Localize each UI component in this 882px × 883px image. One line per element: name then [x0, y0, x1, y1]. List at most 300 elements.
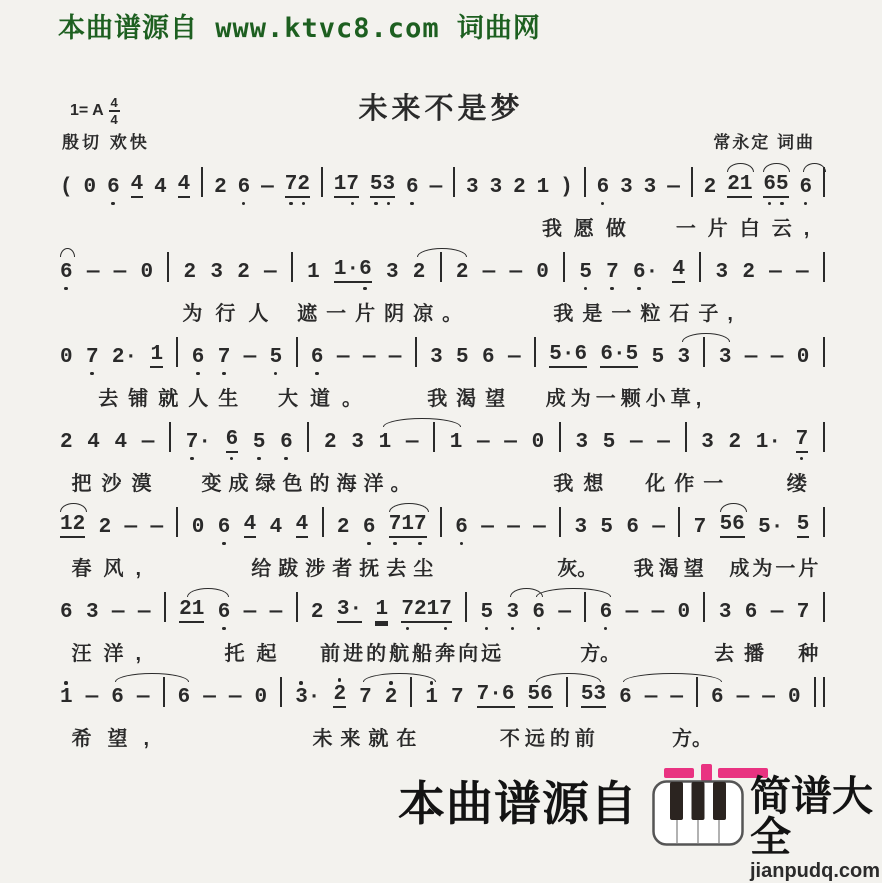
note-glyph: 3	[718, 601, 732, 624]
barline	[703, 592, 705, 622]
rest-note	[140, 262, 153, 283]
octave-dot-below	[363, 287, 367, 291]
note	[797, 514, 810, 538]
barline	[176, 507, 178, 537]
notes-row	[60, 163, 825, 207]
note	[490, 177, 503, 198]
lyric-segment: 去铺就人生	[98, 388, 249, 410]
note-glyph: 6	[311, 347, 324, 368]
note-glyph: 4	[295, 513, 309, 536]
note-glyph: 6	[111, 686, 124, 709]
note	[579, 262, 592, 283]
lyric-segment: 春风,	[71, 558, 154, 580]
tie-slur-arc	[763, 163, 790, 172]
note-glyph: 5	[600, 516, 614, 539]
note	[742, 262, 755, 283]
note	[184, 262, 197, 283]
note	[270, 517, 283, 538]
note-glyph: 6	[192, 347, 205, 368]
note-glyph: —	[141, 431, 155, 454]
note-glyph: —	[651, 601, 665, 624]
note-glyph: —	[507, 346, 521, 369]
note-glyph: 6	[455, 517, 468, 538]
note-glyph: 5	[776, 174, 789, 195]
barline	[584, 592, 586, 622]
note	[186, 432, 211, 453]
barline	[433, 422, 435, 452]
note	[633, 262, 658, 283]
note-glyph: 2	[727, 173, 740, 196]
note	[672, 259, 685, 283]
note	[606, 262, 619, 283]
note	[799, 177, 812, 198]
note	[86, 347, 99, 368]
octave-dot-below	[768, 202, 772, 206]
dash-note	[389, 347, 402, 368]
dash-note	[142, 432, 155, 453]
note-glyph: 7	[86, 347, 99, 368]
barline	[415, 337, 417, 367]
note	[797, 602, 810, 623]
lyric-segment: 遮一片阴凉。	[297, 303, 472, 325]
note	[99, 517, 112, 538]
note-glyph: —	[625, 601, 639, 624]
dash-note	[630, 432, 643, 453]
octave-dot-below	[230, 457, 234, 461]
lyric-segment: 我愿做	[541, 218, 638, 240]
note	[334, 259, 372, 283]
note-glyph: —	[762, 686, 775, 709]
note-glyph: —	[509, 261, 523, 284]
note-glyph: 6	[481, 346, 495, 369]
barline	[440, 507, 442, 537]
barline	[440, 252, 442, 282]
rest-note	[797, 347, 810, 368]
note-glyph: 5	[719, 513, 733, 536]
note	[112, 347, 137, 368]
lyric-segment: 大道。	[278, 388, 375, 410]
note	[244, 514, 257, 538]
octave-dot-above	[338, 678, 342, 682]
lyrics-row	[60, 552, 825, 578]
note	[626, 517, 639, 538]
note-glyph: 7	[346, 174, 359, 195]
note-glyph: —	[429, 176, 443, 199]
dash-note	[645, 687, 658, 708]
dash-note	[203, 687, 216, 708]
note-glyph: ·	[768, 431, 781, 454]
dash-note	[507, 517, 520, 538]
note-glyph: 7	[476, 683, 490, 706]
note-glyph: 6	[359, 259, 372, 280]
note	[86, 602, 99, 623]
note-glyph: 7	[401, 599, 414, 620]
note-glyph: 0	[140, 261, 154, 284]
note-glyph: —	[744, 346, 758, 369]
note-glyph: —	[137, 601, 151, 624]
source-banner: 本曲谱源自 www.ktvc8.com 词曲网	[58, 13, 541, 44]
note-glyph: 1	[426, 598, 440, 621]
note-glyph: —	[228, 686, 242, 709]
note-glyph: 2	[179, 598, 192, 621]
dash-note	[796, 262, 809, 283]
note-glyph: 3	[643, 176, 657, 199]
note-glyph: 6	[60, 601, 73, 624]
note-glyph: 4	[130, 173, 144, 196]
barline	[699, 252, 701, 282]
note-glyph: —	[736, 686, 750, 709]
note-glyph: 3	[489, 176, 503, 199]
note-glyph: 2	[336, 516, 350, 539]
note	[60, 514, 85, 538]
note	[386, 262, 399, 283]
note-glyph: 5	[549, 343, 562, 366]
note	[337, 517, 350, 538]
note-glyph: 6	[280, 432, 293, 453]
note-glyph: 2	[455, 261, 469, 284]
rest-note	[532, 432, 545, 453]
lyric-segment: 我渴望	[427, 388, 515, 410]
note	[60, 687, 73, 708]
note-glyph: 2	[333, 684, 346, 705]
note-glyph: 3	[574, 516, 588, 539]
lyrics-row	[60, 467, 825, 493]
song-title: 未来不是梦	[358, 93, 524, 125]
lyric-segment: 灰。	[557, 558, 598, 580]
note	[178, 174, 191, 198]
note-glyph: 6	[218, 517, 231, 538]
note	[406, 177, 419, 198]
tie-slur-arc	[623, 673, 722, 682]
octave-dot-below	[418, 542, 422, 546]
note	[425, 687, 438, 708]
note	[715, 262, 728, 283]
barline	[696, 677, 698, 707]
note-glyph: )	[560, 176, 573, 199]
dash-note	[363, 347, 376, 368]
piano-icon	[652, 780, 744, 851]
note	[603, 432, 616, 453]
note-glyph: 1	[739, 173, 753, 196]
note-glyph: —	[124, 516, 138, 539]
note-glyph: 2	[98, 516, 112, 539]
note-glyph: 5	[579, 262, 592, 283]
note-glyph: 5	[270, 347, 283, 368]
note	[280, 432, 293, 453]
dash-note	[137, 687, 150, 708]
dash-note	[652, 517, 665, 538]
barline	[291, 252, 293, 282]
dash-note	[508, 347, 521, 368]
octave-dot-below	[274, 372, 278, 376]
dash-note	[86, 687, 99, 708]
note-glyph: 5	[651, 346, 665, 369]
note-glyph: 3	[351, 431, 364, 454]
note-glyph: 1	[449, 431, 463, 454]
note	[758, 517, 783, 538]
octave-dot-below	[284, 457, 288, 461]
octave-dot-below	[302, 202, 306, 206]
note	[311, 602, 324, 623]
octave-dot-below	[387, 202, 391, 206]
note-glyph: 6	[218, 602, 231, 623]
note	[678, 347, 691, 368]
note	[285, 174, 310, 198]
lyric-segment: 方。	[580, 643, 621, 665]
note-glyph: 1	[375, 598, 389, 621]
bottom-watermark	[0, 754, 882, 882]
dash-note	[112, 602, 125, 623]
note-glyph: —	[507, 516, 520, 539]
note-glyph: —	[667, 176, 680, 199]
octave-dot-below	[610, 287, 614, 291]
dash-note	[504, 432, 517, 453]
note-glyph: 6	[597, 177, 610, 198]
note-glyph: —	[405, 431, 419, 454]
notes-row	[60, 248, 825, 292]
note-glyph: 7	[218, 347, 231, 368]
dash-note	[558, 602, 571, 623]
note	[720, 514, 745, 538]
barline	[534, 337, 536, 367]
note	[574, 517, 587, 538]
note-glyph: 2	[513, 176, 526, 199]
dash-note	[244, 347, 257, 368]
tie-slur-arc	[363, 673, 436, 682]
barline	[453, 167, 455, 197]
note	[600, 517, 613, 538]
score-header	[0, 0, 882, 160]
barline	[566, 677, 568, 707]
brand-site: jianpudq.com	[750, 860, 880, 882]
lyric-segment: 把沙漠	[71, 473, 162, 495]
note-glyph: —	[644, 686, 658, 709]
barline	[559, 507, 561, 537]
lyric-segment: 缕	[786, 473, 807, 495]
note-glyph: 6	[744, 601, 758, 624]
note-glyph: 1	[333, 258, 347, 281]
note-glyph: 7	[389, 514, 402, 535]
tie-slur-arc	[510, 588, 543, 597]
barline	[691, 167, 693, 197]
note	[385, 687, 398, 708]
note-glyph: 6	[711, 686, 724, 709]
octave-dot-below	[289, 202, 293, 206]
note	[333, 684, 346, 708]
note	[337, 599, 362, 623]
lyric-segment: 一片白云,	[675, 218, 822, 240]
note-glyph: —	[769, 261, 782, 284]
note-glyph: ·	[349, 598, 363, 621]
barline	[163, 677, 165, 707]
note-glyph: 1	[755, 431, 769, 454]
note	[60, 432, 73, 453]
note	[528, 684, 553, 708]
note-glyph: 7	[359, 686, 372, 709]
note-glyph: 4	[243, 513, 257, 536]
note	[728, 432, 741, 453]
barline	[465, 592, 467, 622]
note-glyph: 6	[799, 177, 812, 198]
note-glyph: 6	[501, 683, 515, 706]
barline	[176, 337, 178, 367]
note-glyph: —	[770, 601, 784, 624]
note-glyph: 3	[677, 346, 691, 369]
note-glyph: 5	[580, 683, 594, 706]
note-glyph: 6	[732, 513, 745, 536]
barline	[167, 252, 169, 282]
note-glyph: 5	[796, 513, 810, 536]
note-glyph: 6	[363, 517, 376, 538]
lyric-segment: 变成绿色的海洋。	[201, 473, 418, 495]
octave-dot-below	[90, 372, 94, 376]
octave-dot-below	[460, 542, 464, 546]
dash-note	[626, 602, 639, 623]
note-glyph: 0	[677, 601, 691, 624]
barline	[563, 252, 565, 282]
barline	[823, 422, 825, 452]
dash-note	[769, 262, 782, 283]
lyric-segment: 托起	[224, 643, 289, 665]
octave-dot-below	[111, 202, 115, 206]
note	[644, 177, 657, 198]
dash-note	[87, 262, 100, 283]
octave-dot-below	[222, 542, 226, 546]
lyric-segment: 成为一片	[729, 558, 822, 580]
note	[210, 262, 223, 283]
note	[218, 517, 231, 538]
tie-slur-arc	[536, 588, 611, 597]
brand-name: 简谱大全	[750, 773, 873, 860]
note-glyph: 3	[715, 261, 729, 284]
barline	[169, 422, 171, 452]
note	[763, 174, 788, 198]
note	[620, 177, 633, 198]
dash-note	[509, 262, 522, 283]
note	[532, 602, 545, 623]
note-glyph: —	[770, 346, 784, 369]
note-glyph: 6	[107, 177, 120, 198]
dash-note	[477, 432, 490, 453]
note-glyph: 3	[620, 176, 633, 199]
key-label: 1= A	[70, 102, 104, 119]
pink-watermark-fragment	[664, 768, 694, 778]
music-line	[60, 588, 825, 665]
tie-slur-arc	[383, 418, 461, 427]
notes-row	[60, 333, 825, 377]
lyric-segment: 方。	[672, 728, 712, 750]
dash-note	[229, 687, 242, 708]
note-glyph: 1	[333, 173, 347, 196]
barline	[321, 167, 323, 197]
rest-note	[536, 262, 549, 283]
dash-note	[771, 602, 784, 623]
note-glyph: —	[261, 176, 274, 199]
lyric-segment: 为行人	[182, 303, 282, 325]
note	[214, 177, 227, 198]
note-glyph: 0	[191, 516, 205, 539]
note	[456, 347, 469, 368]
octave-dot-above	[299, 681, 303, 685]
note-glyph: 6	[626, 516, 639, 539]
note-glyph: —	[652, 516, 665, 539]
note-glyph: 0	[787, 686, 801, 709]
note-glyph: 7	[796, 601, 810, 624]
note	[456, 262, 469, 283]
note-glyph: 4	[87, 431, 100, 454]
note	[450, 432, 463, 453]
note-glyph: 2	[183, 261, 197, 284]
note	[115, 432, 128, 453]
note	[60, 262, 73, 283]
note-glyph: 3	[506, 602, 519, 623]
barline	[164, 592, 166, 622]
octave-dot-below	[222, 627, 226, 631]
barline	[280, 677, 282, 707]
note-glyph: 7	[186, 432, 199, 453]
notes-row	[60, 418, 825, 462]
dash-note	[261, 177, 274, 198]
note-glyph: ·	[346, 258, 360, 281]
time-signature	[109, 96, 120, 126]
note-glyph: 2	[412, 261, 426, 284]
note-glyph: ·	[770, 516, 784, 539]
music-line	[60, 418, 825, 495]
note-glyph: 1	[378, 431, 392, 454]
note-glyph: —	[533, 516, 546, 539]
note-glyph: 2	[60, 431, 73, 454]
dash-note	[737, 687, 750, 708]
note-glyph: 3	[593, 683, 607, 706]
tempo-marking: 殷切 欢快	[62, 133, 150, 152]
note-glyph: 2	[237, 261, 250, 284]
octave-dot-below	[511, 627, 515, 631]
note	[549, 344, 587, 368]
note	[389, 514, 427, 538]
lyric-segment: 前进的航船奔向远	[320, 643, 505, 665]
note-glyph: 1	[60, 687, 73, 708]
octave-dot-below	[315, 372, 319, 376]
barline	[201, 167, 203, 197]
note-glyph: 5	[602, 431, 616, 454]
rest-note	[192, 517, 205, 538]
note-glyph: 1	[536, 176, 550, 199]
tie-slur-arc	[720, 503, 747, 512]
note-glyph: 0	[536, 261, 549, 284]
note-glyph: 2	[310, 601, 324, 624]
note	[154, 177, 167, 198]
note	[600, 602, 613, 623]
note	[238, 177, 251, 198]
note-glyph: 3	[383, 174, 396, 195]
note-glyph: —	[136, 686, 150, 709]
note-glyph: 3	[336, 598, 350, 621]
note-glyph: 1	[401, 513, 414, 536]
note-glyph: 2	[414, 598, 427, 621]
note-glyph: 6	[406, 177, 419, 198]
barline	[703, 337, 705, 367]
note-glyph: 6	[540, 683, 553, 706]
note-glyph: 5	[456, 346, 469, 369]
octave-dot-below	[410, 202, 414, 206]
note-glyph: ·	[613, 343, 626, 366]
parenthesis	[560, 177, 573, 198]
note	[745, 602, 758, 623]
octave-dot-below	[804, 202, 808, 206]
note-glyph: 1	[307, 261, 320, 284]
note-glyph: —	[477, 431, 490, 454]
note-glyph: 7	[414, 514, 427, 535]
